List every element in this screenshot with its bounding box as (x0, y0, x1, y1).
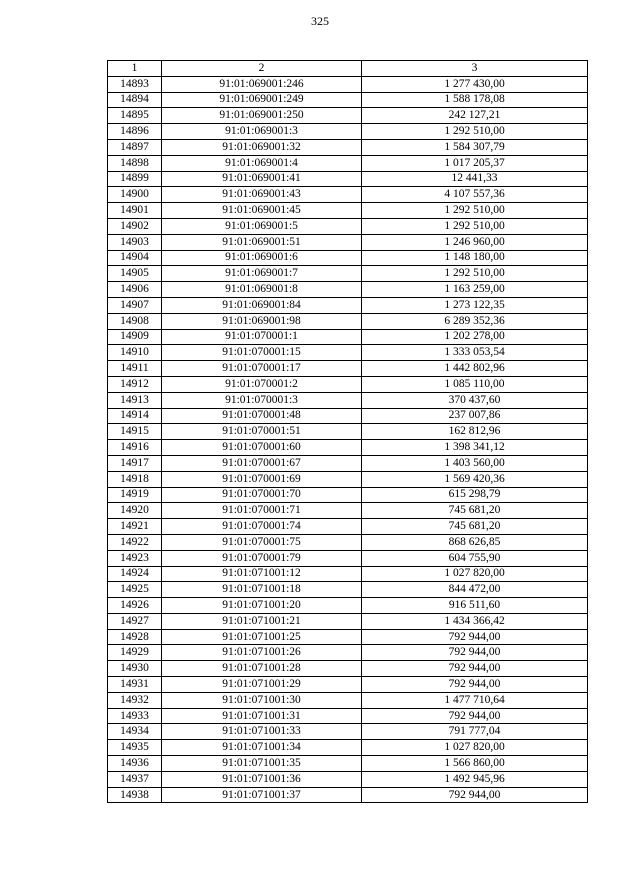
cadastral-value-cell: 745 681,20 (362, 503, 588, 519)
row-number-cell: 14926 (108, 598, 162, 614)
cadastral-value-cell: 792 944,00 (362, 677, 588, 693)
row-number-cell: 14930 (108, 661, 162, 677)
cadastral-value-cell: 1 017 205,37 (362, 155, 588, 171)
row-number-cell: 14924 (108, 566, 162, 582)
cadastral-value-cell: 4 107 557,36 (362, 187, 588, 203)
cadastral-number-cell: 91:01:069001:84 (162, 297, 362, 313)
row-number-cell: 14893 (108, 76, 162, 92)
cadastral-value-cell: 792 944,00 (362, 661, 588, 677)
cadastral-value-cell: 1 246 960,00 (362, 234, 588, 250)
table-row (108, 503, 588, 519)
cadastral-number-cell: 91:01:071001:21 (162, 613, 362, 629)
row-number-cell: 14931 (108, 677, 162, 693)
row-number-cell: 14921 (108, 519, 162, 535)
cadastral-value-cell: 1 292 510,00 (362, 218, 588, 234)
row-number-cell: 14919 (108, 487, 162, 503)
row-number-cell: 14928 (108, 629, 162, 645)
table-row (108, 677, 588, 693)
row-number-cell: 14898 (108, 155, 162, 171)
cadastral-value-cell: 1 027 820,00 (362, 740, 588, 756)
table-row (108, 376, 588, 392)
cadastral-number-cell: 91:01:069001:7 (162, 266, 362, 282)
cadastral-number-cell: 91:01:071001:25 (162, 629, 362, 645)
cadastral-number-cell: 91:01:070001:51 (162, 424, 362, 440)
table-row (108, 440, 588, 456)
cadastral-value-cell: 1 292 510,00 (362, 266, 588, 282)
header-col-2: 2 (162, 61, 362, 77)
cadastral-value-cell: 1 442 802,96 (362, 361, 588, 377)
cadastral-value-cell: 237 007,86 (362, 408, 588, 424)
cadastral-value-cell: 1 434 366,42 (362, 613, 588, 629)
cadastral-number-cell: 91:01:071001:37 (162, 787, 362, 803)
row-number-cell: 14938 (108, 787, 162, 803)
cadastral-number-cell: 91:01:069001:51 (162, 234, 362, 250)
cadastral-number-cell: 91:01:070001:48 (162, 408, 362, 424)
row-number-cell: 14908 (108, 313, 162, 329)
table-row (108, 471, 588, 487)
table-row (108, 155, 588, 171)
cadastral-number-cell: 91:01:071001:28 (162, 661, 362, 677)
table-row (108, 756, 588, 772)
cadastral-number-cell: 91:01:069001:5 (162, 218, 362, 234)
row-number-cell: 14918 (108, 471, 162, 487)
cadastral-value-cell: 1 292 510,00 (362, 203, 588, 219)
row-number-cell: 14935 (108, 740, 162, 756)
cadastral-value-cell: 1 477 710,64 (362, 692, 588, 708)
cadastral-value-cell: 1 403 560,00 (362, 455, 588, 471)
cadastral-value-cell: 242 127,21 (362, 108, 588, 124)
row-number-cell: 14932 (108, 692, 162, 708)
cadastral-number-cell: 91:01:071001:12 (162, 566, 362, 582)
cadastral-number-cell: 91:01:071001:29 (162, 677, 362, 693)
cadastral-number-cell: 91:01:070001:71 (162, 503, 362, 519)
row-number-cell: 14909 (108, 329, 162, 345)
row-number-cell: 14936 (108, 756, 162, 772)
cadastral-number-cell: 91:01:069001:246 (162, 76, 362, 92)
cadastral-value-cell: 6 289 352,36 (362, 313, 588, 329)
cadastral-value-cell: 792 944,00 (362, 629, 588, 645)
cadastral-value-cell: 916 511,60 (362, 598, 588, 614)
table-body (108, 76, 588, 803)
table-row (108, 171, 588, 187)
cadastral-number-cell: 91:01:070001:3 (162, 392, 362, 408)
cadastral-value-cell: 1 027 820,00 (362, 566, 588, 582)
table-row (108, 203, 588, 219)
cadastral-number-cell: 91:01:071001:35 (162, 756, 362, 772)
table-row (108, 218, 588, 234)
cadastral-value-cell: 792 944,00 (362, 708, 588, 724)
cadastral-number-cell: 91:01:071001:30 (162, 692, 362, 708)
row-number-cell: 14920 (108, 503, 162, 519)
table-row (108, 661, 588, 677)
cadastral-number-cell: 91:01:070001:15 (162, 345, 362, 361)
cadastral-value-cell: 1 398 341,12 (362, 440, 588, 456)
row-number-cell: 14906 (108, 282, 162, 298)
table-row (108, 582, 588, 598)
cadastral-value-cell: 1 333 053,54 (362, 345, 588, 361)
table-row (108, 724, 588, 740)
cadastral-number-cell: 91:01:070001:75 (162, 534, 362, 550)
cadastral-number-cell: 91:01:070001:1 (162, 329, 362, 345)
row-number-cell: 14914 (108, 408, 162, 424)
cadastral-number-cell: 91:01:069001:98 (162, 313, 362, 329)
row-number-cell: 14913 (108, 392, 162, 408)
table-row (108, 234, 588, 250)
cadastral-number-cell: 91:01:070001:79 (162, 550, 362, 566)
row-number-cell: 14900 (108, 187, 162, 203)
table-row (108, 550, 588, 566)
row-number-cell: 14922 (108, 534, 162, 550)
table-row (108, 345, 588, 361)
table-row (108, 266, 588, 282)
header-col-3: 3 (362, 61, 588, 77)
cadastral-number-cell: 91:01:069001:6 (162, 250, 362, 266)
cadastral-number-cell: 91:01:069001:32 (162, 139, 362, 155)
cadastral-value-cell: 1 202 278,00 (362, 329, 588, 345)
table-row (108, 613, 588, 629)
table-row (108, 629, 588, 645)
table-row (108, 519, 588, 535)
row-number-cell: 14933 (108, 708, 162, 724)
row-number-cell: 14904 (108, 250, 162, 266)
row-number-cell: 14902 (108, 218, 162, 234)
cadastral-value-cell: 1 273 122,35 (362, 297, 588, 313)
row-number-cell: 14929 (108, 645, 162, 661)
cadastral-number-cell: 91:01:070001:67 (162, 455, 362, 471)
cadastral-value-cell: 1 085 110,00 (362, 376, 588, 392)
cadastral-value-table (107, 60, 588, 803)
cadastral-value-cell: 792 944,00 (362, 787, 588, 803)
table-row (108, 645, 588, 661)
table-row (108, 487, 588, 503)
cadastral-value-cell: 1 492 945,96 (362, 771, 588, 787)
cadastral-number-cell: 91:01:069001:43 (162, 187, 362, 203)
table-row (108, 708, 588, 724)
row-number-cell: 14923 (108, 550, 162, 566)
cadastral-value-cell: 791 777,04 (362, 724, 588, 740)
cadastral-number-cell: 91:01:071001:18 (162, 582, 362, 598)
cadastral-number-cell: 91:01:070001:69 (162, 471, 362, 487)
table-row (108, 771, 588, 787)
row-number-cell: 14907 (108, 297, 162, 313)
cadastral-number-cell: 91:01:071001:31 (162, 708, 362, 724)
row-number-cell: 14911 (108, 361, 162, 377)
table-row (108, 598, 588, 614)
row-number-cell: 14925 (108, 582, 162, 598)
row-number-cell: 14899 (108, 171, 162, 187)
row-number-cell: 14895 (108, 108, 162, 124)
cadastral-value-cell: 370 437,60 (362, 392, 588, 408)
cadastral-value-cell: 1 292 510,00 (362, 124, 588, 140)
table-row (108, 282, 588, 298)
row-number-cell: 14896 (108, 124, 162, 140)
table-row (108, 692, 588, 708)
table-row (108, 139, 588, 155)
table-row (108, 424, 588, 440)
table-row (108, 187, 588, 203)
header-row (108, 61, 588, 77)
cadastral-number-cell: 91:01:071001:33 (162, 724, 362, 740)
cadastral-number-cell: 91:01:070001:70 (162, 487, 362, 503)
row-number-cell: 14912 (108, 376, 162, 392)
table-row (108, 455, 588, 471)
cadastral-number-cell: 91:01:069001:250 (162, 108, 362, 124)
cadastral-value-cell: 1 163 259,00 (362, 282, 588, 298)
table-row (108, 408, 588, 424)
table-row (108, 92, 588, 108)
cadastral-value-cell: 1 277 430,00 (362, 76, 588, 92)
cadastral-number-cell: 91:01:069001:8 (162, 282, 362, 298)
cadastral-number-cell: 91:01:070001:74 (162, 519, 362, 535)
row-number-cell: 14894 (108, 92, 162, 108)
cadastral-number-cell: 91:01:071001:34 (162, 740, 362, 756)
row-number-cell: 14917 (108, 455, 162, 471)
row-number-cell: 14901 (108, 203, 162, 219)
table-row (108, 534, 588, 550)
table-row (108, 313, 588, 329)
cadastral-number-cell: 91:01:070001:2 (162, 376, 362, 392)
cadastral-number-cell: 91:01:069001:45 (162, 203, 362, 219)
cadastral-value-cell: 844 472,00 (362, 582, 588, 598)
table-header (108, 61, 588, 77)
page-number: 325 (311, 14, 329, 28)
cadastral-number-cell: 91:01:070001:60 (162, 440, 362, 456)
cadastral-value-cell: 1 566 860,00 (362, 756, 588, 772)
table-row (108, 250, 588, 266)
cadastral-value-cell: 1 584 307,79 (362, 139, 588, 155)
row-number-cell: 14916 (108, 440, 162, 456)
row-number-cell: 14905 (108, 266, 162, 282)
cadastral-number-cell: 91:01:071001:20 (162, 598, 362, 614)
table-row (108, 361, 588, 377)
cadastral-number-cell: 91:01:071001:36 (162, 771, 362, 787)
table-row (108, 108, 588, 124)
cadastral-value-cell: 1 148 180,00 (362, 250, 588, 266)
cadastral-number-cell: 91:01:069001:41 (162, 171, 362, 187)
row-number-cell: 14927 (108, 613, 162, 629)
table-row (108, 76, 588, 92)
cadastral-value-cell: 12 441,33 (362, 171, 588, 187)
row-number-cell: 14915 (108, 424, 162, 440)
cadastral-value-cell: 604 755,90 (362, 550, 588, 566)
table-row (108, 124, 588, 140)
row-number-cell: 14937 (108, 771, 162, 787)
table-row (108, 392, 588, 408)
table-row (108, 566, 588, 582)
cadastral-value-cell: 792 944,00 (362, 645, 588, 661)
table-row (108, 787, 588, 803)
row-number-cell: 14910 (108, 345, 162, 361)
cadastral-value-cell: 162 812,96 (362, 424, 588, 440)
cadastral-value-cell: 1 569 420,36 (362, 471, 588, 487)
table-row (108, 329, 588, 345)
row-number-cell: 14934 (108, 724, 162, 740)
cadastral-number-cell: 91:01:071001:26 (162, 645, 362, 661)
cadastral-number-cell: 91:01:069001:4 (162, 155, 362, 171)
row-number-cell: 14903 (108, 234, 162, 250)
table-row (108, 297, 588, 313)
cadastral-value-cell: 868 626,85 (362, 534, 588, 550)
cadastral-number-cell: 91:01:069001:3 (162, 124, 362, 140)
cadastral-value-cell: 1 588 178,08 (362, 92, 588, 108)
row-number-cell: 14897 (108, 139, 162, 155)
header-col-1: 1 (108, 61, 162, 77)
cadastral-value-cell: 615 298,79 (362, 487, 588, 503)
cadastral-number-cell: 91:01:070001:17 (162, 361, 362, 377)
cadastral-value-cell: 745 681,20 (362, 519, 588, 535)
cadastral-number-cell: 91:01:069001:249 (162, 92, 362, 108)
table-row (108, 740, 588, 756)
